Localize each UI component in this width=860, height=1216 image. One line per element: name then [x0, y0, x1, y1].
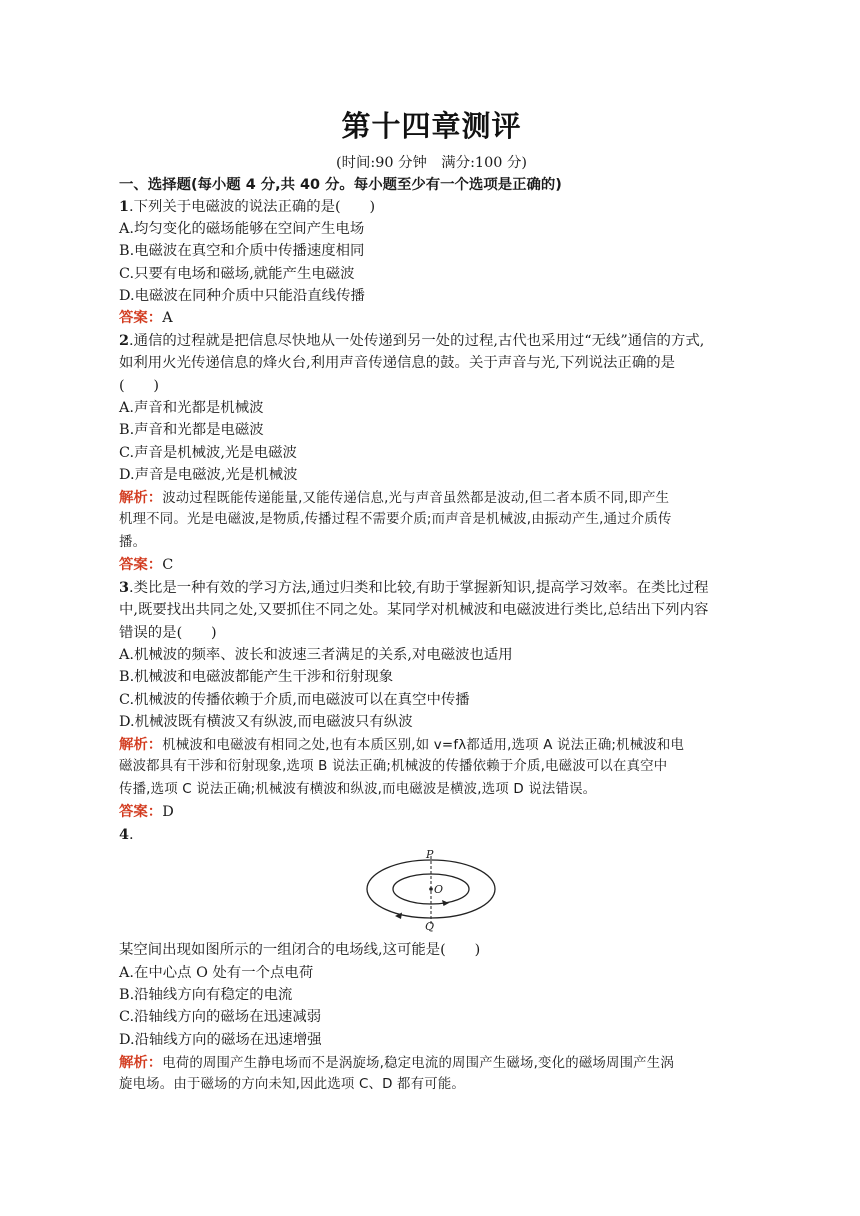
center-point	[429, 887, 433, 891]
question-2-stem-line-2: 如利用火光传递信息的烽火台,利用声音传递信息的鼓。关于声音与光,下列说法正确的是	[119, 355, 675, 371]
answer-value: D	[162, 804, 174, 820]
question-text: .类比是一种有效的学习方法,通过归类和比较,有助于掌握新知识,提高学习效率。在类比过程	[129, 580, 709, 596]
answer-label: 答案：	[119, 557, 163, 573]
label-p: P	[426, 848, 434, 861]
answer-value: A	[162, 310, 173, 326]
analysis-text: 电荷的周围产生静电场而不是涡旋场,稳定电流的周围产生磁场,变化的磁场周围产生涡	[162, 1056, 674, 1071]
q3-option-c: C.机械波的传播依赖于介质,而电磁波可以在真空中传播	[119, 692, 470, 708]
question-4-stem: 某空间出现如图所示的一组闭合的电场线,这可能是( )	[119, 942, 481, 958]
q3-analysis-line-1	[119, 734, 684, 757]
question-number: 3	[119, 579, 130, 596]
q2-option-c: C.声音是机械波,光是电磁波	[119, 445, 297, 461]
q1-option-d: D.电磁波在同种介质中只能沿直线传播	[119, 288, 365, 304]
answer-label: 答案：	[119, 804, 163, 820]
q1-option-a: A.均匀变化的磁场能够在空间产生电场	[119, 221, 365, 237]
q1-answer	[119, 307, 173, 329]
question-2-stem-line-1	[119, 330, 704, 352]
q3-option-a: A.机械波的频率、波长和波速三者满足的关系,对电磁波也适用	[119, 647, 513, 663]
page-title: 第十四章测评	[341, 109, 522, 143]
q3-answer	[119, 801, 174, 823]
q1-option-c: C.只要有电场和磁场,就能产生电磁波	[119, 266, 355, 282]
analysis-label: 解析：	[119, 1055, 163, 1071]
electric-field-lines-figure	[365, 846, 515, 932]
question-text: .下列关于电磁波的说法正确的是( )	[129, 199, 376, 215]
q4-option-a: A.在中心点 O 处有一个点电荷	[119, 965, 314, 981]
question-number-suffix: .	[129, 827, 134, 843]
inner-arrow-icon	[442, 900, 449, 906]
question-3-stem-line-2: 中,既要找出共同之处,又要抓住不同之处。某同学对机械波和电磁波进行类比,总结出下列内容	[119, 602, 709, 618]
section-heading: 一、选择题(每小题 4 分,共 40 分。每小题至少有一个选项是正确的)	[119, 177, 562, 193]
question-3-stem-line-1	[119, 577, 709, 599]
q3-option-d: D.机械波既有横波又有纵波,而电磁波只有纵波	[119, 714, 413, 730]
q3-analysis-line-3: 传播,选项 C 说法正确;机械波有横波和纵波,而电磁波是横波,选项 D 说法错误。	[119, 782, 597, 797]
question-number: 4	[119, 826, 130, 843]
label-o: O	[434, 883, 444, 896]
exam-info: (时间:90 分钟 满分:100 分)	[336, 155, 527, 171]
q4-analysis-line-1	[119, 1052, 674, 1075]
q2-analysis-line-3: 播。	[119, 535, 147, 550]
answer-label: 答案：	[119, 310, 163, 326]
q2-analysis-line-1	[119, 487, 669, 510]
analysis-label: 解析：	[119, 490, 163, 506]
q3-analysis-line-2: 磁波都具有干涉和衍射现象,选项 B 说法正确;机械波的传播依赖于介质,电磁波可以在真空中	[119, 759, 668, 774]
q4-option-c: C.沿轴线方向的磁场在迅速减弱	[119, 1009, 322, 1025]
q4-option-d: D.沿轴线方向的磁场在迅速增强	[119, 1032, 322, 1048]
q2-analysis-line-2: 机理不同。光是电磁波,是物质,传播过程不需要介质;而声音是机械波,由振动产生,通过介质传	[119, 512, 672, 527]
question-text: .通信的过程就是把信息尽快地从一处传递到另一处的过程,古代也采用过“无线”通信的方式,	[129, 333, 705, 349]
question-number: 1	[119, 198, 130, 215]
q4-analysis-line-2: 旋电场。由于磁场的方向未知,因此选项 C、D 都有可能。	[119, 1077, 466, 1092]
q4-option-b: B.沿轴线方向有稳定的电流	[119, 987, 293, 1003]
q1-option-b: B.电磁波在真空和介质中传播速度相同	[119, 243, 365, 259]
question-4-number	[119, 824, 134, 846]
analysis-label: 解析：	[119, 737, 163, 753]
q2-answer	[119, 554, 173, 576]
q2-option-a: A.声音和光都是机械波	[119, 400, 264, 416]
question-number: 2	[119, 332, 130, 349]
analysis-text: 波动过程既能传递能量,又能传递信息,光与声音虽然都是波动,但二者本质不同,即产生	[162, 491, 670, 506]
question-3-stem-line-3: 错误的是( )	[119, 625, 217, 641]
question-1-stem	[119, 196, 375, 218]
question-2-stem-line-3: ( )	[119, 378, 160, 394]
label-q: Q	[425, 920, 435, 932]
q2-option-b: B.声音和光都是电磁波	[119, 422, 264, 438]
analysis-text: 机械波和电磁波有相同之处,也有本质区别,如 v=fλ都适用,选项 A 说法正确;机械波和电	[162, 738, 685, 753]
answer-value: C	[162, 557, 174, 573]
q2-option-d: D.声音是电磁波,光是机械波	[119, 467, 298, 483]
q3-option-b: B.机械波和电磁波都能产生干涉和衍射现象	[119, 669, 394, 685]
